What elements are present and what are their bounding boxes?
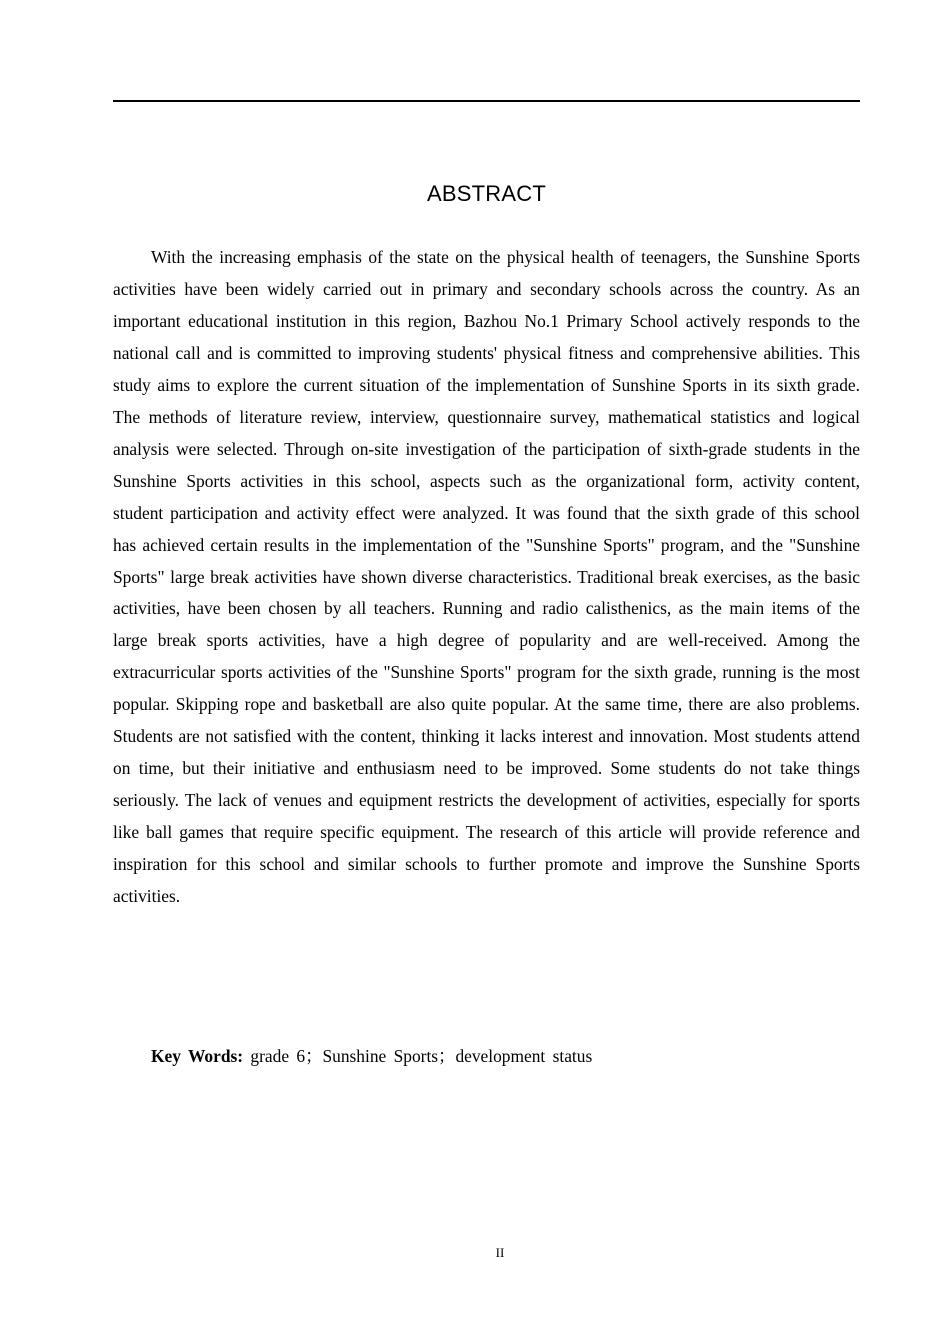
page-number: II [495,1245,505,1260]
keywords-text: grade 6；Sunshine Sports；development status [250,1046,593,1066]
keywords-label: Key Words: [151,1046,244,1066]
keywords-line [151,1040,860,1072]
abstract-title: ABSTRACT [427,181,546,206]
header-rule [113,100,860,102]
abstract-body: With the increasing emphasis of the state on the physical health of teenagers, the Sunshine Sports activities have been widely carried out in primary and secondary schools across the country. As an important educational institution in this region, Bazhou No.1 Primary School actively responds to the national call and is committed to improving students' physical fitness and comprehensive abilities. This study aims to explore the current situation of the implementation of Sunshine Sports in its sixth grade. The methods of literature review, interview, questionnaire survey, mathematical statistics and logical analysis were selected. Through on-site investigation of the participation of sixth-grade students in the Sunshine Sports activities in this school, aspects such as the organizational form, activity content, student participation and activity effect were analyzed. It was found that the sixth grade of this school has achieved certain results in the implementation of the "Sunshine Sports" program, and the "Sunshine Sports" large break activities have shown diverse characteristics. Traditional break exercises, as the basic activities, have been chosen by all teachers. Running and radio calisthenics, as the main items of the large break sports activities, have a high degree of popularity and are well-received. Among the extracurricular sports activities of the "Sunshine Sports" program for the sixth grade, running is the most popular. Skipping rope and basketball are also quite popular. At the same time, there are also problems. Students are not satisfied with the content, thinking it lacks interest and innovation. Most students attend on time, but their initiative and enthusiasm need to be improved. Some students do not take things seriously. The lack of venues and equipment restricts the development of activities, especially for sports like ball games that require specific equipment. The research of this article will provide reference and inspiration for this school and similar schools to further promote and improve the Sunshine Sports activities. [113,247,860,907]
